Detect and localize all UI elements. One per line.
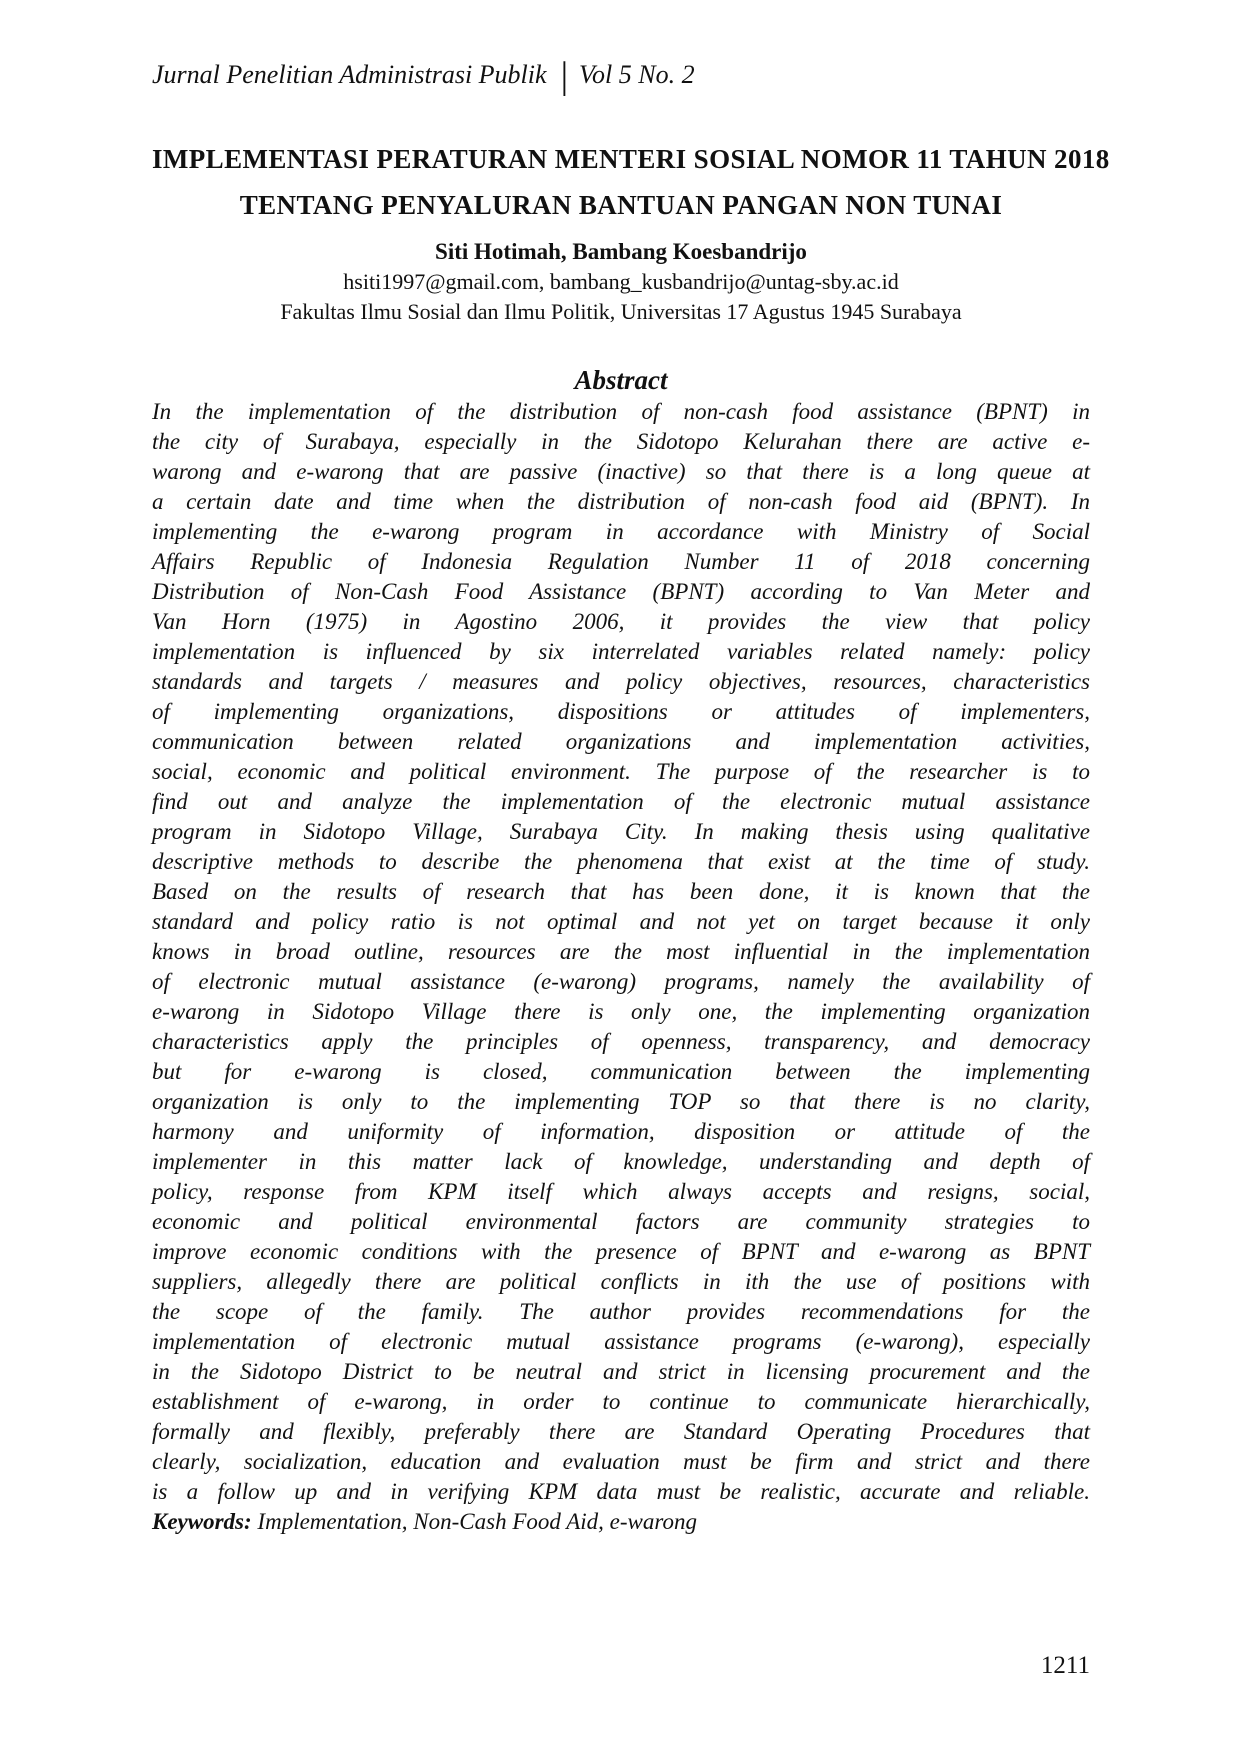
- abstract-line: knows in broad outline, resources are the most influential in the implementation: [152, 939, 1090, 964]
- abstract-line: implementation of electronic mutual assistance programs (e-warong), especially: [152, 1329, 1090, 1354]
- abstract-line: social, economic and political environment. The purpose of the researcher is to: [152, 759, 1090, 784]
- abstract-line: Affairs Republic of Indonesia Regulation Number 11 of 2018 concerning: [152, 549, 1090, 574]
- abstract-line: the scope of the family. The author provides recommendations for the: [152, 1299, 1090, 1324]
- abstract-line: organization is only to the implementing TOP so that there is no clarity,: [152, 1089, 1090, 1114]
- abstract-line: program in Sidotopo Village, Surabaya City. In making thesis using qualitative: [152, 819, 1090, 844]
- paper-title-line1: IMPLEMENTASI PERATURAN MENTERI SOSIAL NOMOR 11 TAHUN 2018: [152, 144, 1110, 174]
- keywords-line: [152, 1507, 1090, 1537]
- journal-header: Jurnal Penelitian Administrasi Publik | Vol 5 No. 2: [152, 55, 695, 97]
- abstract-line: economic and political environmental factors are community strategies to: [152, 1209, 1090, 1234]
- abstract-line: is a follow up and in verifying KPM data must be realistic, accurate and reliable.: [152, 1479, 1090, 1504]
- abstract-line: communication between related organizations and implementation activities,: [152, 729, 1090, 754]
- abstract-line: establishment of e-warong, in order to continue to communicate hierarchically,: [152, 1389, 1090, 1414]
- abstract-line: implementing the e-warong program in accordance with Ministry of Social: [152, 519, 1090, 544]
- volume-info: Vol 5 No. 2: [579, 60, 695, 89]
- abstract-line: but for e-warong is closed, communication between the implementing: [152, 1059, 1090, 1084]
- abstract-line: of electronic mutual assistance (e-warong) programs, namely the availability of: [152, 969, 1090, 994]
- abstract-line: Based on the results of research that has been done, it is known that the: [152, 879, 1090, 904]
- abstract-line: In the implementation of the distribution of non-cash food assistance (BPNT) in: [152, 399, 1090, 424]
- abstract-line: of implementing organizations, dispositions or attitudes of implementers,: [152, 699, 1090, 724]
- abstract-line: Distribution of Non-Cash Food Assistance (BPNT) according to Van Meter and: [152, 579, 1090, 604]
- abstract-line: the city of Surabaya, especially in the Sidotopo Kelurahan there are active e-: [152, 429, 1090, 454]
- journal-name: Jurnal Penelitian Administrasi Publik: [152, 60, 547, 89]
- abstract-line: in the Sidotopo District to be neutral and strict in licensing procurement and the: [152, 1359, 1090, 1384]
- abstract-line: standards and targets / measures and policy objectives, resources, characteristics: [152, 669, 1090, 694]
- abstract-line: harmony and uniformity of information, disposition or attitude of the: [152, 1119, 1090, 1144]
- abstract-heading: Abstract: [574, 365, 668, 395]
- abstract-line: a certain date and time when the distribution of non-cash food aid (BPNT). In: [152, 489, 1090, 514]
- abstract-line: formally and flexibly, preferably there are Standard Operating Procedures that: [152, 1419, 1090, 1444]
- abstract-line: e-warong in Sidotopo Village there is only one, the implementing organization: [152, 999, 1090, 1024]
- abstract-line: implementer in this matter lack of knowledge, understanding and depth of: [152, 1149, 1090, 1174]
- page-number: 1211: [1040, 1652, 1090, 1679]
- keywords-text: Implementation, Non-Cash Food Aid, e-warong: [251, 1509, 697, 1534]
- emails-line: hsiti1997@gmail.com, bambang_kusbandrijo@untag-sby.ac.id: [343, 269, 899, 294]
- abstract-line: clearly, socialization, education and evaluation must be firm and strict and there: [152, 1449, 1090, 1474]
- keywords-label: Keywords:: [152, 1509, 252, 1534]
- abstract-line: find out and analyze the implementation of the electronic mutual assistance: [152, 789, 1090, 814]
- affiliation-line: Fakultas Ilmu Sosial dan Ilmu Politik, Universitas 17 Agustus 1945 Surabaya: [280, 299, 962, 324]
- abstract-line: warong and e-warong that are passive (inactive) so that there is a long queue at: [152, 459, 1090, 484]
- abstract-line: Van Horn (1975) in Agostino 2006, it provides the view that policy: [152, 609, 1090, 634]
- abstract-line: suppliers, allegedly there are political conflicts in ith the use of positions with: [152, 1269, 1090, 1294]
- abstract-line: improve economic conditions with the presence of BPNT and e-warong as BPNT: [152, 1239, 1090, 1264]
- abstract-line: descriptive methods to describe the phenomena that exist at the time of study.: [152, 849, 1090, 874]
- abstract-line: policy, response from KPM itself which always accepts and resigns, social,: [152, 1179, 1090, 1204]
- paper-title-line2: TENTANG PENYALURAN BANTUAN PANGAN NON TUNAI: [239, 190, 1003, 220]
- abstract-line: standard and policy ratio is not optimal and not yet on target because it only: [152, 909, 1090, 934]
- abstract-line: implementation is influenced by six interrelated variables related namely: policy: [152, 639, 1090, 664]
- abstract-line: characteristics apply the principles of openness, transparency, and democracy: [152, 1029, 1090, 1054]
- abstract-body: [152, 397, 1090, 1507]
- authors-line: Siti Hotimah, Bambang Koesbandrijo: [435, 239, 807, 264]
